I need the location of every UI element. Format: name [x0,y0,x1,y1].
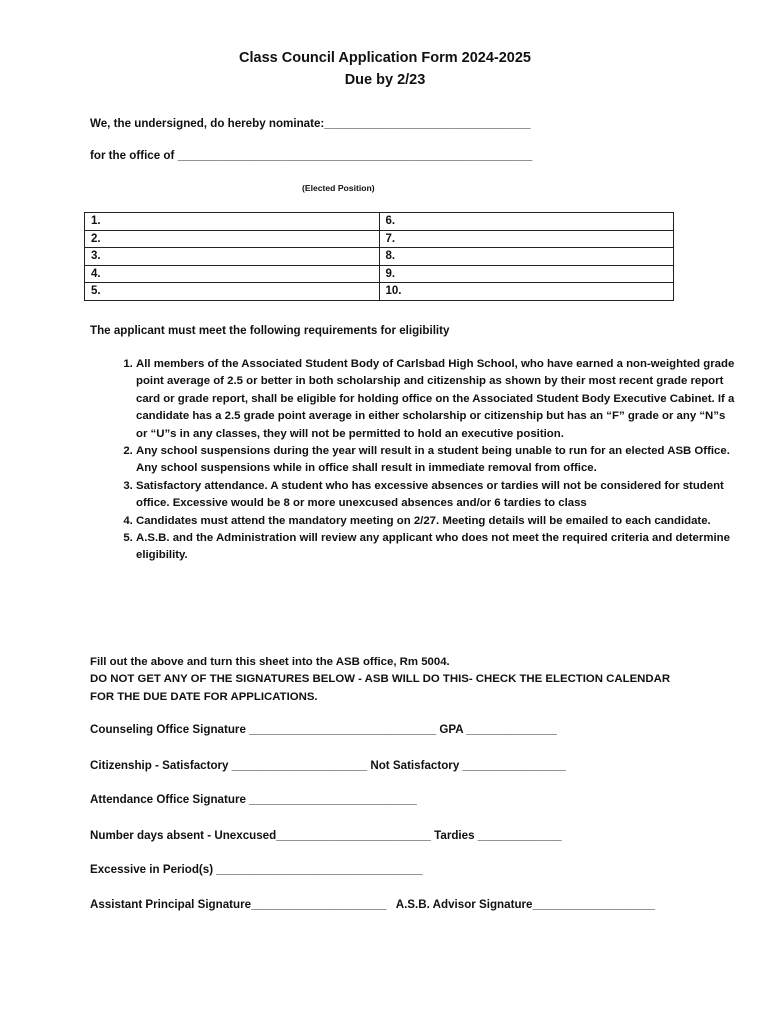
signature-slot[interactable]: 6. [379,213,674,231]
list-item: 4. Candidates must attend the mandatory meeting on 2/27. Meeting details will be emailed to each candidate. [136,513,736,530]
list-item: 3. Satisfactory attendance. A student who has excessive absences or tardies will not be considered for student office. Excessive would be 8 or more unexcused absences and/or 6 tardies to class [136,478,736,513]
attendance-signature-line: Attendance Office Signature __________________________ [90,793,417,806]
elected-position-note: (Elected Position) [302,183,375,193]
signature-slot[interactable]: 3. [85,248,380,266]
do-not-sign-warning: DO NOT GET ANY OF THE SIGNATURES BELOW - ASB WILL DO THIS- CHECK THE ELECTION CALENDAR FOR THE DUE DATE FOR APPLICATIONS. [90,673,671,703]
list-item: 5. A.S.B. and the Administration will review any applicant who does not meet the required criteria and determine eligibility. [136,530,736,565]
absences-line: Number days absent - Unexcused________________________ Tardies _____________ [90,829,562,842]
signature-slot[interactable]: 5. [85,283,380,301]
signature-slot[interactable]: 4. [85,265,380,283]
table-row [85,283,674,301]
signature-slot[interactable]: 9. [379,265,674,283]
table-row [85,230,674,248]
table-row [85,248,674,266]
signature-slot[interactable]: 1. [85,213,380,231]
signature-slot[interactable]: 8. [379,248,674,266]
requirements-heading: The applicant must meet the following requirements for eligibility [90,324,450,337]
requirements-list [90,356,736,565]
form-title: Class Council Application Form 2024-2025 [239,50,531,66]
table-row [85,265,674,283]
form-due-date: Due by 2/23 [344,72,426,88]
list-item: 2. Any school suspensions during the year will result in a student being unable to run for an elected ASB Office. Any school suspensions while in office shall result in immediate removal from office. [136,443,736,478]
signature-slot[interactable]: 10. [379,283,674,301]
table-row [85,213,674,231]
counseling-signature-line: Counseling Office Signature _____________________________ GPA ______________ [90,723,557,736]
list-item: 1. All members of the Associated Student Body of Carlsbad High School, who have earned a non-weighted grade point average of 2.5 or better in both scholarship and citizenship as shown by their most recent grade report card or grade report, shall be eligible for holding office on the Associated Student Body Executive Cabinet. If a candidate has a 2.5 grade point average in either scholarship or citizenship but has an “F” grade or any “N”s or “U”s in any classes, they will not be permitted to hold an executive position. [136,356,736,443]
signature-slot[interactable]: 2. [85,230,380,248]
excessive-period-line: Excessive in Period(s) ________________________________ [90,863,423,876]
signature-slot[interactable]: 7. [379,230,674,248]
fill-out-instruction: Fill out the above and turn this sheet into the ASB office, Rm 5004. [90,656,450,668]
nominate-line: We, the undersigned, do hereby nominate:________________________________ [90,117,531,130]
signature-table [84,212,674,301]
citizenship-line: Citizenship - Satisfactory _____________________ Not Satisfactory ________________ [90,759,566,772]
instructions-block [90,654,690,706]
office-line: for the office of _______________________________________________________ [90,149,533,162]
final-signatures-line: Assistant Principal Signature_____________________ A.S.B. Advisor Signature___________________ [90,898,656,911]
